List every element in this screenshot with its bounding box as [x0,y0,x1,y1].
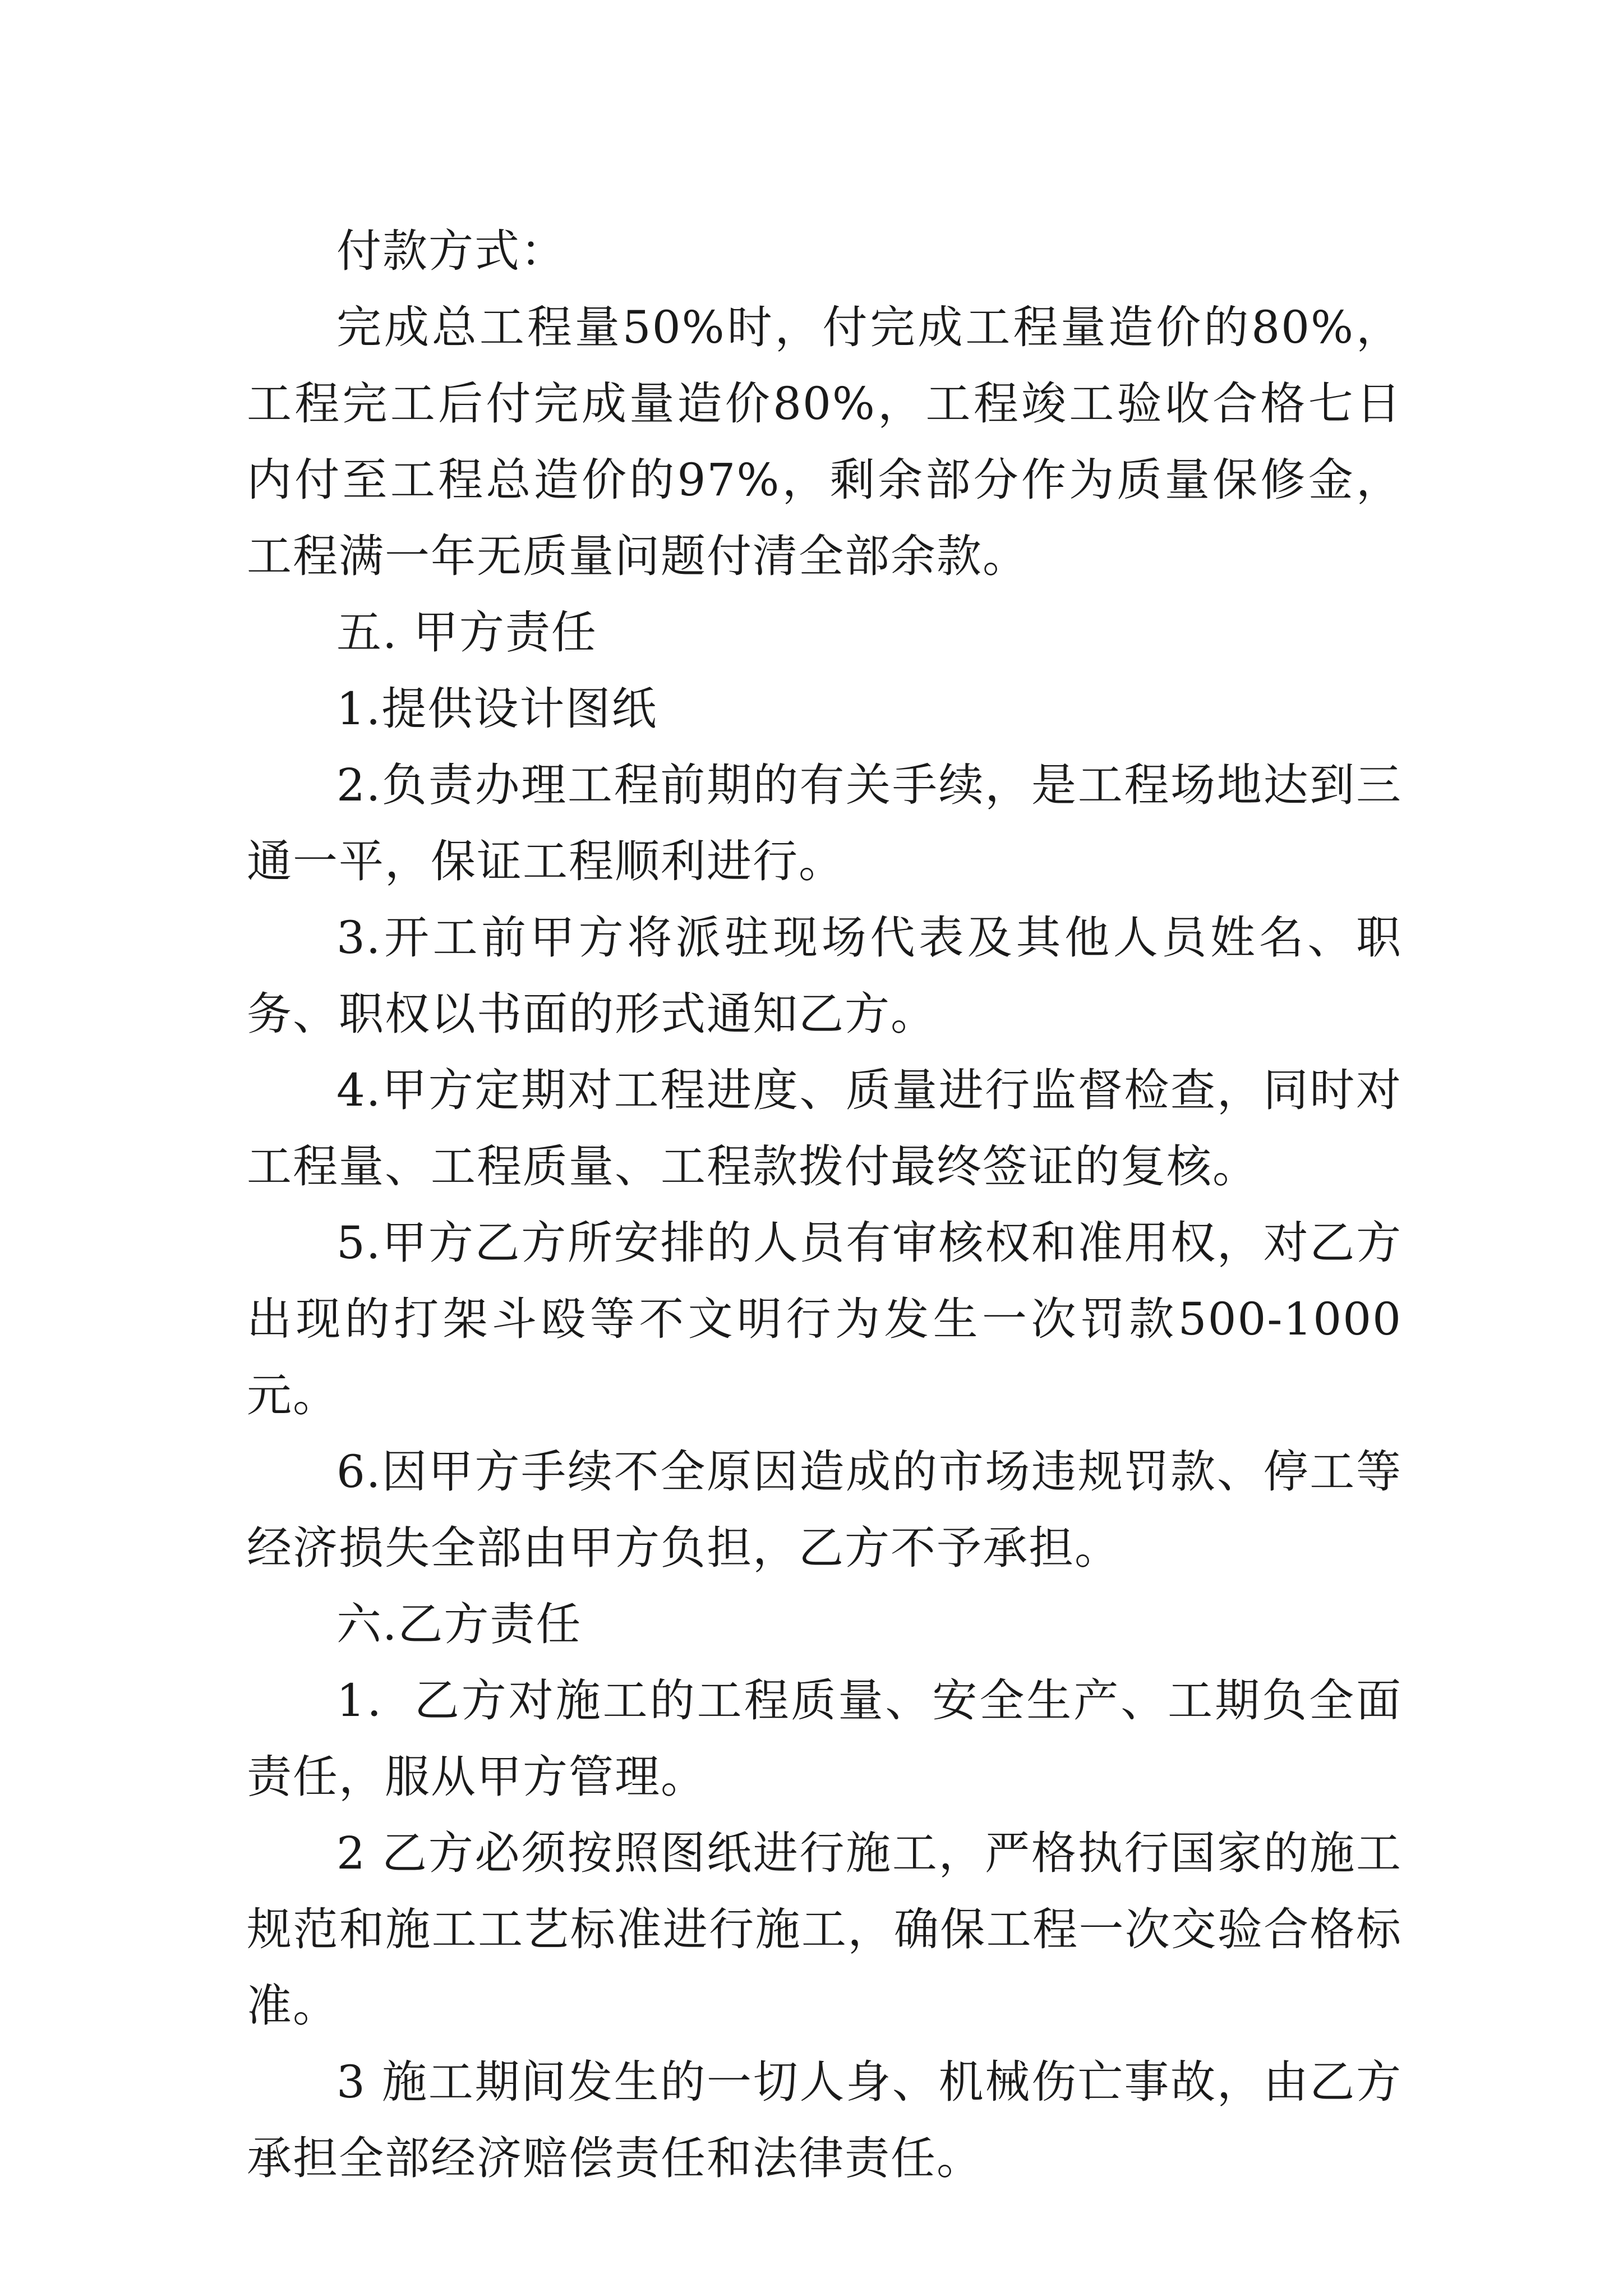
section-six-heading: 六.乙方责任 [336,1598,582,1650]
document-body [247,213,1402,2197]
party-a-item-5: 5.甲方乙方所安排的人员有审核权和准用权，对乙方出现的打架斗殴等不文明行为发生一次罚款500-1000元。 [247,1217,1402,1421]
party-b-item-2: 2 乙方必须按照图纸进行施工，严格执行国家的施工规范和施工工艺标准进行施工，确保工程一次交验合格标准。 [247,1827,1402,2032]
party-a-item-6: 6.因甲方手续不全原因造成的市场违规罚款、停工等经济损失全部由甲方负担，乙方不予承担。 [247,1446,1402,1574]
party-a-item-1: 1.提供设计图纸 [336,683,658,735]
party-a-item-3: 3.开工前甲方将派驻现场代表及其他人员姓名、职务、职权以书面的形式通知乙方。 [247,912,1402,1040]
payment-terms-paragraph: 完成总工程量50%时，付完成工程量造价的80%，工程完工后付完成量造价80%，工程竣工验收合格七日内付至工程总造价的97%，剩余部分作为质量保修金，工程满一年无质量问题付清全部余款。 [247,301,1402,582]
section-five-heading: 五. 甲方责任 [336,606,597,659]
party-b-item-1: 1．乙方对施工的工程质量、安全生产、工期负全面责任，服从甲方管理。 [247,1674,1402,1803]
party-b-item-3: 3 施工期间发生的一切人身、机械伤亡事故，由乙方承担全部经济赔偿责任和法律责任。 [247,2056,1402,2184]
party-a-item-4: 4.甲方定期对工程进度、质量进行监督检查，同时对工程量、工程质量、工程款拨付最终签证的复核。 [247,1064,1402,1193]
payment-method-heading: 付款方式： [336,225,566,277]
party-a-item-2: 2.负责办理工程前期的有关手续，是工程场地达到三通一平，保证工程顺利进行。 [247,759,1402,887]
